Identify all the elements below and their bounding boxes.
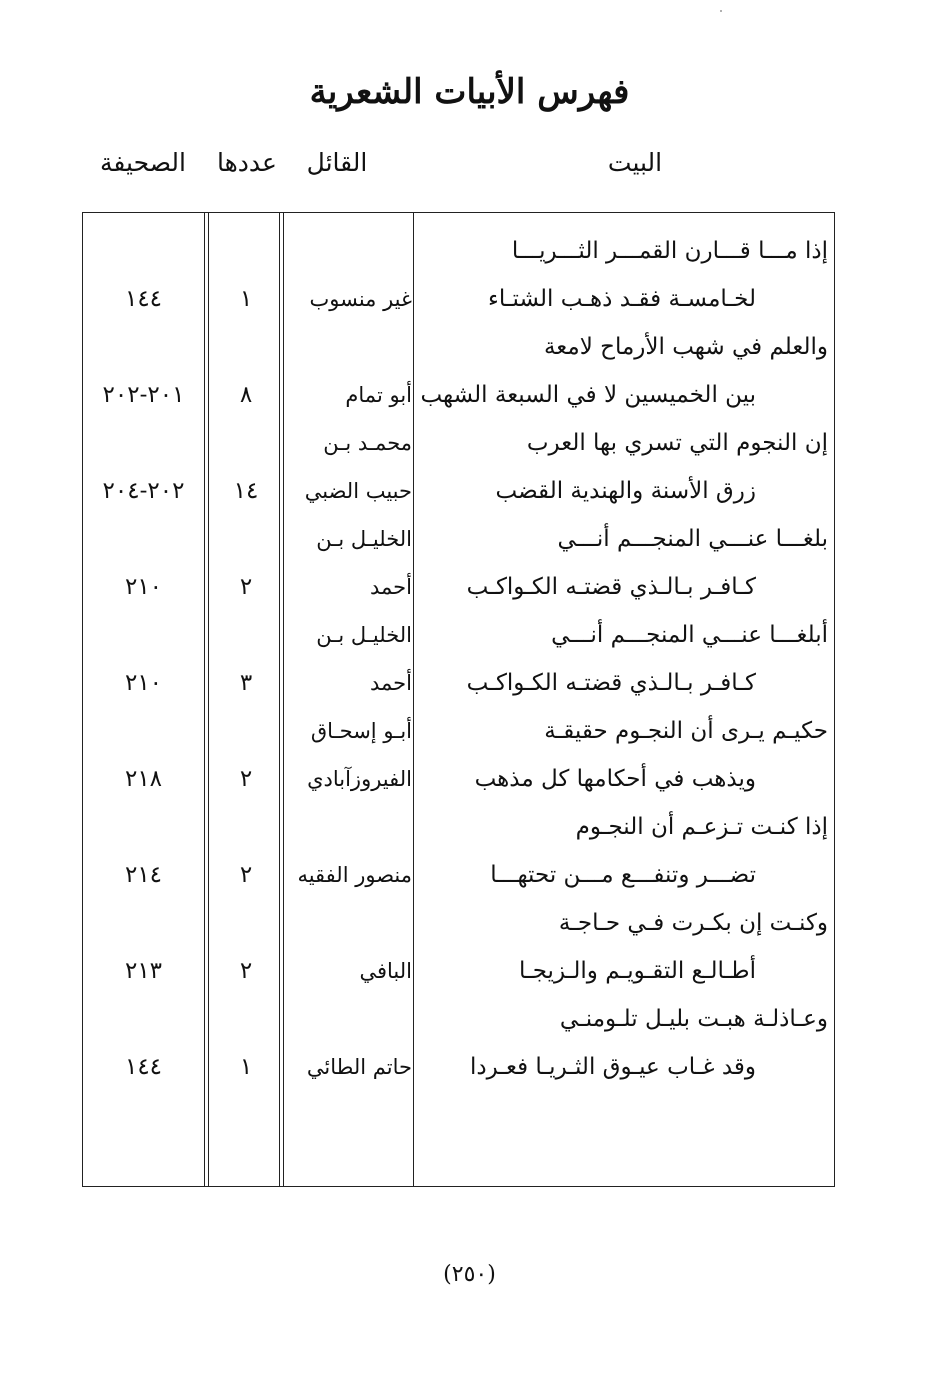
- table-row: [83, 755, 834, 803]
- count-cell: ١٤: [233, 478, 259, 504]
- count-cell: [210, 899, 282, 947]
- count-cell: [210, 995, 282, 1043]
- table-row: [83, 419, 834, 467]
- header-poet: القائل: [306, 148, 368, 177]
- page-cell: ١٤٤: [124, 286, 163, 312]
- verse-cell: والعلم في شهب الأرماح لامعة: [543, 334, 828, 360]
- poet-cell: [286, 803, 412, 851]
- verse-index-table: [82, 212, 835, 1187]
- verse-cell: أطـالـع التقـويـم والـزيجـا: [518, 958, 756, 984]
- page-cell: [83, 707, 204, 755]
- table-row: [83, 947, 834, 995]
- poet-cell: أحمد: [370, 671, 412, 695]
- count-cell: [210, 611, 282, 659]
- count-cell: [210, 803, 282, 851]
- page-cell: ٢١٠: [124, 574, 163, 600]
- page-cell: [83, 323, 204, 371]
- count-cell: [210, 515, 282, 563]
- page-cell: ٢١٣: [124, 958, 163, 984]
- table-row: [83, 707, 834, 755]
- poet-cell: [286, 899, 412, 947]
- verse-cell: زرق الأسنة والهندية القضب: [495, 478, 756, 504]
- poet-cell: أبو تمام: [345, 383, 412, 407]
- poet-cell: [286, 995, 412, 1043]
- page-cell: ٢١٤: [124, 862, 163, 888]
- poet-cell: [286, 323, 412, 371]
- table-row: [83, 803, 834, 851]
- poet-cell: حاتم الطائي: [306, 1055, 412, 1079]
- header-verse: البيت: [607, 148, 663, 177]
- page-cell: [83, 227, 204, 275]
- count-cell: [210, 419, 282, 467]
- verse-cell: وقد غـاب عيـوق الثـريـا فعـردا: [469, 1054, 756, 1080]
- page-cell: ١٤٤: [124, 1054, 163, 1080]
- poet-cell: البافي: [359, 959, 412, 983]
- count-cell: ٢: [239, 574, 253, 600]
- table-row: [83, 899, 834, 947]
- poet-cell: الفيروزآبادي: [307, 767, 412, 791]
- verse-cell: أبلغـــا عنـــي المنجـــم أنـــي: [551, 622, 828, 648]
- poet-cell: أحمد: [370, 575, 412, 599]
- count-cell: ٢: [239, 958, 253, 984]
- poet-cell: الخليـل بـن: [316, 527, 412, 551]
- table-row: [83, 467, 834, 515]
- table-row: [83, 563, 834, 611]
- table-row: [83, 323, 834, 371]
- table-row: [83, 275, 834, 323]
- count-cell: ٢: [239, 766, 253, 792]
- page-cell: [83, 515, 204, 563]
- verse-cell: حكيـم يـرى أن النجـوم حقيقـة: [544, 718, 828, 744]
- page-cell: ٢٠٢-٢٠٤: [102, 478, 185, 504]
- verse-cell: كـافـر بـالـذي قضتـه الكـواكـب: [466, 670, 756, 696]
- table-row: [83, 995, 834, 1043]
- table-row: [83, 227, 834, 275]
- table-row: [83, 611, 834, 659]
- poet-cell: الخليـل بـن: [316, 623, 412, 647]
- verse-cell: وكنـت إن بكـرت فـي حـاجـة: [558, 910, 828, 936]
- count-cell: ٨: [239, 382, 253, 408]
- page-cell: ٢١٠: [124, 670, 163, 696]
- page-cell: ٢٠١-٢٠٢: [102, 382, 185, 408]
- verse-cell: إذا مـــا قـــارن القمـــر الثـــريـــا: [511, 238, 828, 264]
- verse-cell: لخـامسـة فقـد ذهـب الشتـاء: [488, 286, 756, 312]
- page-cell: [83, 803, 204, 851]
- count-cell: [210, 323, 282, 371]
- count-cell: ١: [239, 286, 253, 312]
- header-count: عددها: [217, 148, 277, 177]
- table-row: [83, 515, 834, 563]
- count-cell: [210, 227, 282, 275]
- page-cell: [83, 419, 204, 467]
- page-cell: [83, 899, 204, 947]
- poet-cell: غير منسوب: [309, 287, 412, 311]
- table-row: [83, 659, 834, 707]
- verse-cell: كـافـر بـالـذي قضتـه الكـواكـب: [466, 574, 756, 600]
- verse-cell: إن النجوم التي تسري بها العرب: [526, 430, 828, 456]
- poet-cell: منصور الفقيه: [297, 863, 412, 887]
- page-number: (٢٥٠): [443, 1262, 496, 1287]
- verse-cell: بين الخميسين لا في السبعة الشهب: [420, 382, 756, 408]
- count-cell: ٣: [239, 670, 253, 696]
- verse-cell: وعـاذلـة هبـت بليـل تلـومنـي: [559, 1006, 828, 1032]
- page-cell: [83, 995, 204, 1043]
- table-row: [83, 1043, 834, 1091]
- verse-cell: إذا كنـت تـزعـم أن النجـوم: [575, 814, 828, 840]
- count-cell: [210, 707, 282, 755]
- verse-cell: تضـــر وتنفـــع مـــن تحتهـــا: [490, 862, 756, 888]
- table-row: [83, 371, 834, 419]
- table-row: [83, 851, 834, 899]
- count-cell: ١: [239, 1054, 253, 1080]
- verse-cell: بلغـــا عنـــي المنجـــم أنـــي: [557, 526, 828, 552]
- speck: [720, 10, 722, 12]
- verse-cell: ويذهب في أحكامها كل مذهب: [474, 766, 756, 792]
- page-title: فهرس الأبيات الشعرية: [309, 72, 630, 112]
- page-cell: [83, 611, 204, 659]
- poet-cell: حبيب الضبي: [304, 479, 412, 503]
- header-page: الصحيفة: [100, 148, 186, 177]
- poet-cell: أبـو إسحـاق: [310, 719, 412, 743]
- poet-cell: [286, 227, 412, 275]
- poet-cell: محمـد بـن: [323, 431, 412, 455]
- count-cell: ٢: [239, 862, 253, 888]
- page-cell: ٢١٨: [124, 766, 163, 792]
